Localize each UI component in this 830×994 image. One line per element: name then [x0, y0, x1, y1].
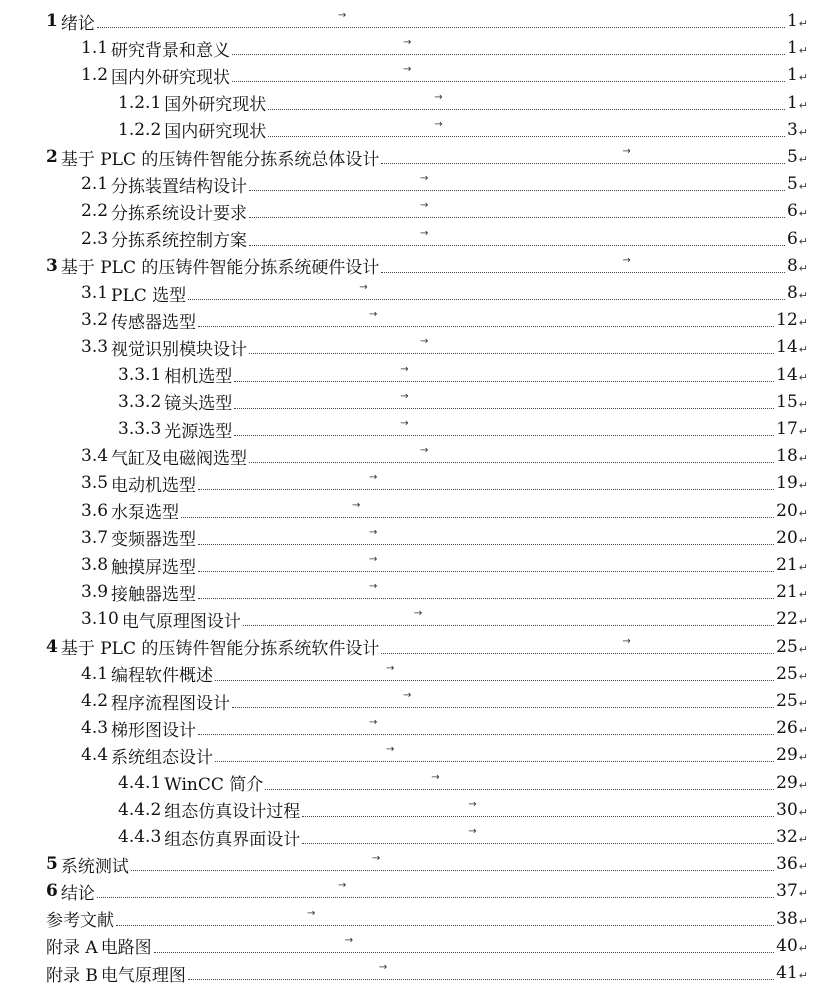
dot-leader [215, 743, 774, 767]
toc-entry-number: 4.4 [81, 745, 109, 766]
toc-entry-title: 接触器选型 [111, 584, 197, 605]
toc-entry-number: 3.7 [81, 527, 109, 548]
toc-entry-title: 相机选型 [164, 367, 233, 388]
toc-entry-page: 40 [776, 935, 798, 956]
toc-entry-title: 传感器选型 [111, 312, 197, 333]
toc-entry-number: 1.1 [81, 38, 109, 59]
toc-entry-page: 5 [786, 147, 798, 167]
toc-entry-page: 29 [776, 772, 798, 793]
paragraph-mark-icon: ↵ [798, 98, 808, 112]
dot-leader [381, 145, 785, 169]
toc-entry-title: 编程软件概述 [111, 666, 214, 687]
toc-entry[interactable] [46, 145, 808, 169]
toc-entry-number: 3.2 [81, 310, 109, 331]
tab-arrow-icon: → [434, 91, 443, 103]
toc-entry[interactable] [81, 308, 808, 332]
dot-leader [154, 934, 774, 958]
paragraph-mark-icon: ↵ [798, 615, 808, 629]
toc-entry-number: 3.3 [81, 337, 109, 358]
paragraph-mark-icon: ↵ [798, 452, 808, 466]
tab-arrow-icon: → [371, 853, 381, 865]
toc-entry-title: 视觉识别模块设计 [111, 339, 248, 360]
toc-entry-title: 基于 PLC 的压铸件智能分拣系统软件设计 [60, 639, 380, 660]
toc-entry[interactable] [81, 499, 808, 523]
tab-arrow-icon: → [386, 662, 395, 674]
tab-arrow-icon: → [420, 336, 429, 348]
dot-leader [198, 308, 774, 332]
dot-leader [249, 227, 785, 251]
paragraph-mark-icon: ↵ [798, 887, 808, 901]
toc-entry-number: 3.3.3 [118, 419, 162, 439]
tab-arrow-icon: → [431, 771, 440, 783]
toc-entry[interactable] [81, 281, 808, 305]
dot-leader [234, 417, 774, 441]
toc-entry-number: 3.1 [81, 283, 109, 303]
dot-leader [198, 553, 774, 577]
tab-arrow-icon: → [369, 717, 378, 729]
tab-arrow-icon: → [420, 445, 429, 457]
toc-entry[interactable] [46, 907, 808, 931]
toc-entry-page: 20 [776, 500, 798, 521]
dot-leader [97, 879, 774, 903]
paragraph-mark-icon: ↵ [798, 642, 808, 656]
toc-entry-number: 4.1 [81, 663, 109, 684]
toc-entry-page: 20 [776, 527, 798, 548]
toc-entry[interactable] [81, 580, 808, 604]
dot-leader [249, 172, 785, 196]
toc-entry[interactable] [81, 36, 808, 60]
tab-arrow-icon: → [400, 418, 409, 429]
toc-entry[interactable] [46, 254, 808, 278]
toc-entry[interactable] [81, 471, 808, 495]
tab-arrow-icon: → [622, 146, 631, 157]
paragraph-mark-icon: ↵ [798, 479, 808, 493]
toc-entry-title: 触摸屏选型 [111, 557, 197, 578]
dot-leader [381, 635, 774, 659]
toc-entry[interactable] [118, 771, 808, 795]
toc-entry-number: 2.3 [81, 228, 109, 249]
dot-leader [198, 716, 774, 740]
toc-entry[interactable] [46, 635, 808, 659]
toc-entry-number: 1.2.2 [118, 119, 162, 140]
paragraph-mark-icon: ↵ [798, 724, 808, 738]
dot-leader [131, 852, 774, 876]
tab-arrow-icon: → [337, 10, 347, 21]
toc-entry-page: 41 [776, 963, 798, 983]
toc-entry-page: 19 [776, 473, 798, 494]
toc-entry-number: 3.5 [81, 473, 109, 494]
toc-entry-number: 4 [46, 636, 58, 657]
toc-entry-title: 基于 PLC 的压铸件智能分拣系统硬件设计 [60, 258, 380, 279]
tab-arrow-icon: → [420, 173, 429, 185]
toc-entry[interactable] [46, 879, 808, 903]
dot-leader [268, 91, 785, 115]
paragraph-mark-icon: ↵ [798, 941, 808, 955]
dot-leader [268, 118, 785, 142]
dot-leader [234, 390, 774, 414]
toc-entry-page: 1 [786, 92, 798, 113]
paragraph-mark-icon: ↵ [798, 425, 808, 438]
tab-arrow-icon: → [420, 200, 429, 212]
toc-entry-page: 37 [776, 881, 798, 902]
dot-leader [302, 798, 774, 822]
paragraph-mark-icon: ↵ [798, 506, 808, 520]
toc-entry-page: 32 [776, 827, 798, 847]
toc-entry-title: 组态仿真界面设计 [164, 829, 301, 850]
dot-leader [302, 825, 774, 849]
toc-entry-title: 镜头选型 [164, 394, 233, 415]
paragraph-mark-icon: ↵ [798, 697, 808, 710]
toc-entry-title: 电路图 [100, 938, 152, 959]
toc-entry[interactable] [46, 852, 808, 876]
toc-entry[interactable] [81, 743, 808, 767]
toc-entry-page: 25 [776, 691, 798, 711]
toc-entry-number: 3.3.1 [118, 364, 162, 385]
toc-entry-page: 6 [786, 201, 798, 222]
toc-entry-page: 12 [776, 310, 798, 331]
toc-entry[interactable] [81, 63, 808, 87]
toc-entry-title: 参考文献 [46, 911, 114, 932]
toc-entry-title: 研究背景和意义 [111, 40, 231, 61]
dot-leader [198, 526, 774, 550]
toc-entry[interactable] [118, 91, 808, 115]
paragraph-mark-icon: ↵ [798, 180, 808, 194]
tab-arrow-icon: → [434, 118, 443, 130]
toc-entry-page: 5 [786, 174, 798, 195]
toc-entry[interactable] [81, 526, 808, 550]
toc-entry-title: 国内研究现状 [164, 122, 267, 143]
toc-entry-page: 14 [776, 337, 798, 358]
dot-leader [198, 471, 774, 495]
toc-entry-title: 梯形图设计 [111, 720, 197, 741]
paragraph-mark-icon: ↵ [798, 207, 808, 221]
toc-entry-title: 国外研究现状 [164, 95, 267, 116]
paragraph-mark-icon: ↵ [798, 397, 808, 411]
toc-entry[interactable] [46, 9, 808, 33]
dot-leader [243, 607, 774, 631]
dot-leader [116, 907, 774, 931]
dot-leader [215, 662, 774, 686]
toc-entry-number: 4.2 [81, 691, 109, 711]
toc-entry-number: 附录 B [46, 965, 98, 986]
toc-entry-number: 4.4.2 [118, 799, 162, 820]
dot-leader [381, 254, 785, 278]
dot-leader [249, 444, 774, 468]
toc-entry-page: 18 [776, 446, 798, 467]
toc-entry-title: 绪论 [60, 13, 95, 34]
toc-entry[interactable] [81, 335, 808, 359]
toc-entry-number: 3.10 [81, 609, 119, 630]
tab-arrow-icon: → [344, 934, 354, 946]
toc-entry[interactable] [46, 961, 808, 985]
toc-entry[interactable] [81, 716, 808, 740]
tab-arrow-icon: → [420, 227, 429, 239]
tab-arrow-icon: → [307, 907, 316, 919]
paragraph-mark-icon: ↵ [798, 833, 808, 846]
toc-entry[interactable] [81, 607, 808, 631]
toc-entry-number: 3.9 [81, 582, 109, 603]
toc-entry-number: 2.2 [81, 201, 109, 222]
toc-entry-title: 结论 [60, 883, 95, 904]
paragraph-mark-icon: ↵ [798, 969, 808, 982]
toc-entry-page: 25 [776, 636, 798, 657]
toc-entry-title: 分拣系统控制方案 [111, 231, 248, 252]
toc-entry-number: 1.2.1 [118, 92, 162, 113]
toc-entry-page: 1 [786, 38, 798, 59]
dot-leader [232, 689, 774, 713]
toc-entry[interactable] [118, 798, 808, 822]
toc-entry-number: 3.8 [81, 555, 109, 575]
paragraph-mark-icon: ↵ [798, 533, 808, 547]
tab-arrow-icon: → [369, 526, 378, 538]
toc-entry-title: 基于 PLC 的压铸件智能分拣系统总体设计 [60, 149, 380, 170]
tab-arrow-icon: → [369, 554, 378, 565]
toc-entry-title: 组态仿真设计过程 [164, 802, 301, 823]
paragraph-mark-icon: ↵ [798, 805, 808, 819]
tab-arrow-icon: → [622, 635, 631, 647]
dot-leader [249, 335, 774, 359]
toc-entry-title: 电动机选型 [111, 475, 197, 496]
toc-entry[interactable] [118, 825, 808, 849]
tab-arrow-icon: → [386, 744, 395, 756]
tab-arrow-icon: → [369, 581, 378, 593]
tab-arrow-icon: → [403, 690, 412, 701]
toc-entry-title: 程序流程图设计 [111, 693, 231, 714]
dot-leader [232, 63, 785, 87]
toc-entry-title: 系统组态设计 [111, 747, 214, 768]
toc-entry-number: 3.4 [81, 446, 109, 467]
toc-entry-title: 电气原理图设计 [121, 611, 241, 632]
tab-arrow-icon: → [403, 64, 412, 76]
dot-leader [232, 36, 785, 60]
paragraph-mark-icon: ↵ [798, 669, 808, 683]
toc-entry[interactable] [81, 444, 808, 468]
toc-entry-page: 21 [776, 555, 798, 575]
paragraph-mark-icon: ↵ [798, 71, 808, 85]
toc-entry-number: 5 [46, 854, 58, 875]
tab-arrow-icon: → [337, 880, 347, 892]
tab-arrow-icon: → [413, 608, 423, 620]
dot-leader [265, 771, 774, 795]
toc-entry-page: 1 [786, 11, 798, 31]
dot-leader [181, 499, 774, 523]
toc-entry-number: 4.3 [81, 718, 109, 739]
toc-entry[interactable] [118, 118, 808, 142]
toc-entry-page: 29 [776, 745, 798, 766]
dot-leader [249, 199, 785, 223]
toc-entry-title: 水泵选型 [111, 503, 180, 524]
toc-entry-number: 1.2 [81, 65, 109, 86]
toc-entry-number: 2 [46, 147, 58, 167]
toc-entry-title: 分拣装置结构设计 [111, 176, 248, 197]
paragraph-mark-icon: ↵ [798, 234, 808, 248]
tab-arrow-icon: → [378, 962, 388, 973]
toc-entry-title: PLC 选型 [111, 285, 187, 306]
toc-entry-title: 国内外研究现状 [111, 67, 231, 88]
toc-entry-title: 系统测试 [60, 856, 129, 877]
toc-entry-page: 3 [786, 119, 798, 140]
toc-entry-title: WinCC 简介 [164, 775, 264, 796]
paragraph-mark-icon: ↵ [798, 153, 808, 166]
toc-entry[interactable] [46, 934, 808, 958]
tab-arrow-icon: → [352, 499, 361, 511]
paragraph-mark-icon: ↵ [798, 289, 808, 302]
tab-arrow-icon: → [369, 309, 378, 321]
toc-entry-page: 14 [776, 364, 798, 385]
toc-entry[interactable] [81, 553, 808, 577]
toc-entry-number: 4.4.1 [118, 772, 162, 793]
paragraph-mark-icon: ↵ [798, 44, 808, 58]
toc-entry-page: 25 [776, 663, 798, 684]
toc-entry-number: 3.6 [81, 500, 109, 521]
toc-entry-title: 气缸及电磁阀选型 [111, 448, 248, 469]
toc-entry-page: 22 [776, 609, 798, 630]
toc-entry-page: 26 [776, 718, 798, 739]
toc-entry-page: 6 [786, 228, 798, 249]
toc-entry-number: 3.3.2 [118, 391, 162, 412]
dot-leader [188, 961, 774, 985]
dot-leader [198, 580, 774, 604]
toc-entry[interactable] [81, 227, 808, 251]
paragraph-mark-icon: ↵ [798, 370, 808, 384]
toc-entry-page: 1 [786, 65, 798, 86]
toc-entry-number: 1 [46, 11, 58, 31]
tab-arrow-icon: → [622, 254, 631, 266]
toc-entry[interactable] [81, 199, 808, 223]
paragraph-mark-icon: ↵ [798, 751, 808, 765]
paragraph-mark-icon: ↵ [798, 316, 808, 330]
toc-entry-number: 4.4.3 [118, 827, 162, 847]
toc-entry-title: 分拣系统设计要求 [111, 203, 248, 224]
toc-entry-title: 光源选型 [164, 421, 233, 442]
paragraph-mark-icon: ↵ [798, 860, 808, 874]
paragraph-mark-icon: ↵ [798, 914, 808, 928]
toc-entry[interactable] [118, 390, 808, 414]
tab-arrow-icon: → [403, 37, 412, 49]
paragraph-mark-icon: ↵ [798, 261, 808, 275]
tab-arrow-icon: → [400, 363, 409, 375]
toc-entry[interactable] [118, 417, 808, 441]
toc-entry-number: 附录 A [46, 938, 98, 959]
toc-entry[interactable] [81, 689, 808, 713]
paragraph-mark-icon: ↵ [798, 17, 808, 30]
toc-entry-page: 15 [776, 391, 798, 412]
tab-arrow-icon: → [468, 798, 477, 810]
toc-entry-page: 38 [776, 908, 798, 929]
toc-entry-page: 36 [776, 854, 798, 875]
toc-entry[interactable] [81, 662, 808, 686]
paragraph-mark-icon: ↵ [798, 778, 808, 792]
dot-leader [188, 281, 785, 305]
paragraph-mark-icon: ↵ [798, 561, 808, 574]
tab-arrow-icon: → [468, 826, 477, 837]
dot-leader [97, 9, 785, 33]
toc-entry-number: 2.1 [81, 174, 109, 195]
toc-entry-number: 6 [46, 881, 58, 902]
tab-arrow-icon: → [359, 282, 368, 293]
dot-leader [234, 363, 774, 387]
tab-arrow-icon: → [400, 390, 409, 402]
toc-entry[interactable] [118, 363, 808, 387]
toc-entry-page: 21 [776, 582, 798, 603]
toc-entry-title: 电气原理图 [100, 965, 186, 986]
toc-entry-page: 8 [786, 255, 798, 276]
toc-entry-page: 8 [786, 283, 798, 303]
tab-arrow-icon: → [369, 472, 378, 484]
paragraph-mark-icon: ↵ [798, 588, 808, 602]
toc-entry-title: 变频器选型 [111, 530, 197, 551]
toc-entry-number: 3 [46, 255, 58, 276]
paragraph-mark-icon: ↵ [798, 125, 808, 139]
paragraph-mark-icon: ↵ [798, 343, 808, 357]
toc-entry-page: 30 [776, 799, 798, 820]
toc-entry[interactable] [81, 172, 808, 196]
toc-entry-page: 17 [776, 419, 798, 439]
